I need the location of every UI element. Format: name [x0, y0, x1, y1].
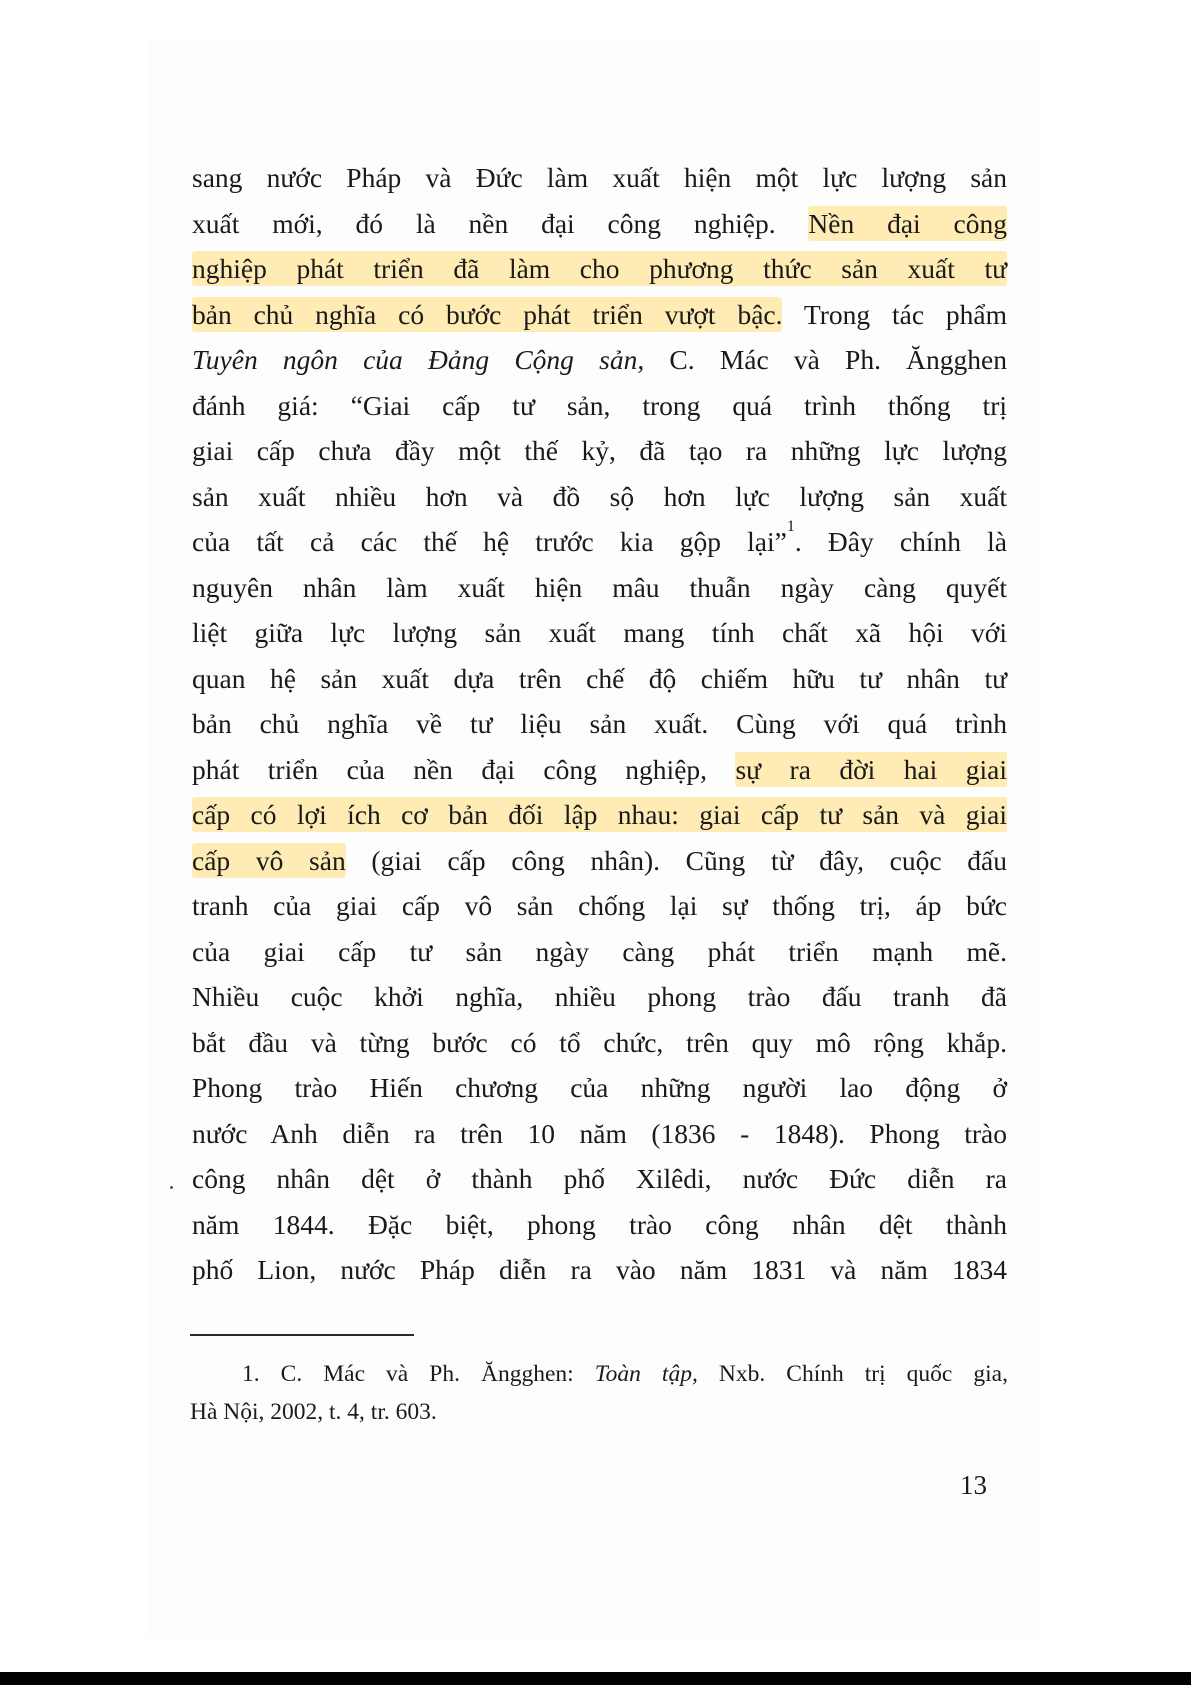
footnote-line-1 [190, 1355, 1008, 1393]
line-text: bản chủ nghĩa về tư liệu sản xuất. Cùng với quá trình [192, 708, 1007, 739]
text-line [192, 656, 1007, 702]
line-text: sản xuất nhiều hơn và đồ sộ hơn lực lượng sản xuất [192, 480, 1007, 512]
line-text: công nhân dệt ở thành phố Xilêdi, nước Đức diễn ra [192, 1163, 1007, 1194]
line-text: tranh của giai cấp vô sản chống lại sự thống trị, áp bức [192, 890, 1007, 921]
body-paragraph [192, 155, 1007, 1293]
highlighted-text: nghiệp phát triển đã làm cho phương thức sản xuất tư [192, 253, 1007, 284]
line-text: nguyên nhân làm xuất hiện mâu thuẫn ngày càng quyết [192, 571, 1007, 603]
text-line [192, 155, 1007, 201]
book-title-italic: Tuyên ngôn của Đảng Cộng sản, [192, 344, 645, 375]
text-line [192, 838, 1007, 884]
line-text: giai cấp chưa đầy một thế kỷ, đã tạo ra những lực lượng [192, 435, 1007, 466]
highlighted-text: Nền đại công [808, 207, 1007, 239]
line-text: nước Anh diễn ra trên 10 năm (1836 - 1848). Phong trào [192, 1117, 1007, 1149]
highlighted-text: bản chủ nghĩa có bước phát triển vượt bậc. [192, 298, 783, 330]
text-line [192, 565, 1007, 611]
footnote-line-2: Hà Nội, 2002, t. 4, tr. 603. [190, 1399, 437, 1425]
footnote-publisher: Nxb. Chính trị quốc gia, [697, 1361, 1008, 1387]
text-line [192, 1156, 1007, 1202]
text-line [192, 383, 1007, 429]
line-text: phát triển của nền đại công nghiệp, [192, 753, 736, 785]
text-line [192, 246, 1007, 292]
footnote-divider [190, 1334, 414, 1336]
line-text: bắt đầu và từng bước có tổ chức, trên quy mô rộng khắp. [192, 1026, 1007, 1058]
text-line [192, 1111, 1007, 1157]
line-text: xuất mới, đó là nền đại công nghiệp. [192, 207, 809, 239]
text-line [192, 474, 1007, 520]
line-text: đánh giá: “Giai cấp tư sản, trong quá trình thống trị [192, 389, 1007, 421]
footnote-reference: 1 [786, 518, 795, 535]
highlighted-text: sự ra đời hai giai [735, 753, 1007, 785]
line-text: năm 1844. Đặc biệt, phong trào công nhân dệt thành [192, 1208, 1007, 1240]
text-line [192, 1247, 1007, 1293]
page-number: 13 [960, 1470, 987, 1500]
footnote-title: Toàn tập, [594, 1361, 698, 1387]
line-text: (giai cấp công nhân). Cũng từ đây, cuộc đấu [345, 844, 1007, 876]
line-text: C. Mác và Ph. Ăngghen [644, 344, 1007, 375]
highlighted-text: cấp vô sản [192, 844, 346, 876]
scan-speck [170, 1186, 173, 1189]
text-line [192, 337, 1007, 383]
scan-bottom-border [0, 1672, 1191, 1685]
text-line [192, 428, 1007, 474]
text-line [192, 747, 1007, 793]
text-line [192, 1020, 1007, 1066]
line-text: Nhiều cuộc khởi nghĩa, nhiều phong trào đấu tranh đã [192, 981, 1007, 1012]
text-line [192, 792, 1007, 838]
text-line [192, 1065, 1007, 1111]
text-line [192, 701, 1007, 747]
line-text: Phong trào Hiến chương của những người lao động ở [192, 1072, 1007, 1103]
text-line [192, 292, 1007, 338]
text-line [192, 883, 1007, 929]
line-text: Trong tác phẩm [782, 298, 1007, 330]
footnote-author: 1. C. Mác và Ph. Ăngghen: [242, 1361, 595, 1387]
line-text: phố Lion, nước Pháp diễn ra vào năm 1831 và năm 1834 [192, 1254, 1007, 1285]
line-text: quan hệ sản xuất dựa trên chế độ chiếm hữu tư nhân tư [192, 662, 1007, 694]
text-line [192, 974, 1007, 1020]
line-text: của giai cấp tư sản ngày càng phát triển mạnh mẽ. [192, 935, 1007, 967]
line-text: liệt giữa lực lượng sản xuất mang tính chất xã hội với [192, 617, 1007, 648]
line-text: của tất cả các thế hệ trước kia gộp lại” [192, 526, 787, 557]
text-line [192, 519, 1007, 565]
text-line [192, 201, 1007, 247]
line-text: . Đây chính là [794, 526, 1007, 557]
footnote [190, 1355, 1008, 1431]
text-line [192, 1202, 1007, 1248]
text-line [192, 610, 1007, 656]
highlighted-text: cấp có lợi ích cơ bản đối lập nhau: giai cấp tư sản và giai [192, 799, 1007, 830]
line-text: sang nước Pháp và Đức làm xuất hiện một lực lượng sản [192, 162, 1007, 193]
text-line [192, 929, 1007, 975]
